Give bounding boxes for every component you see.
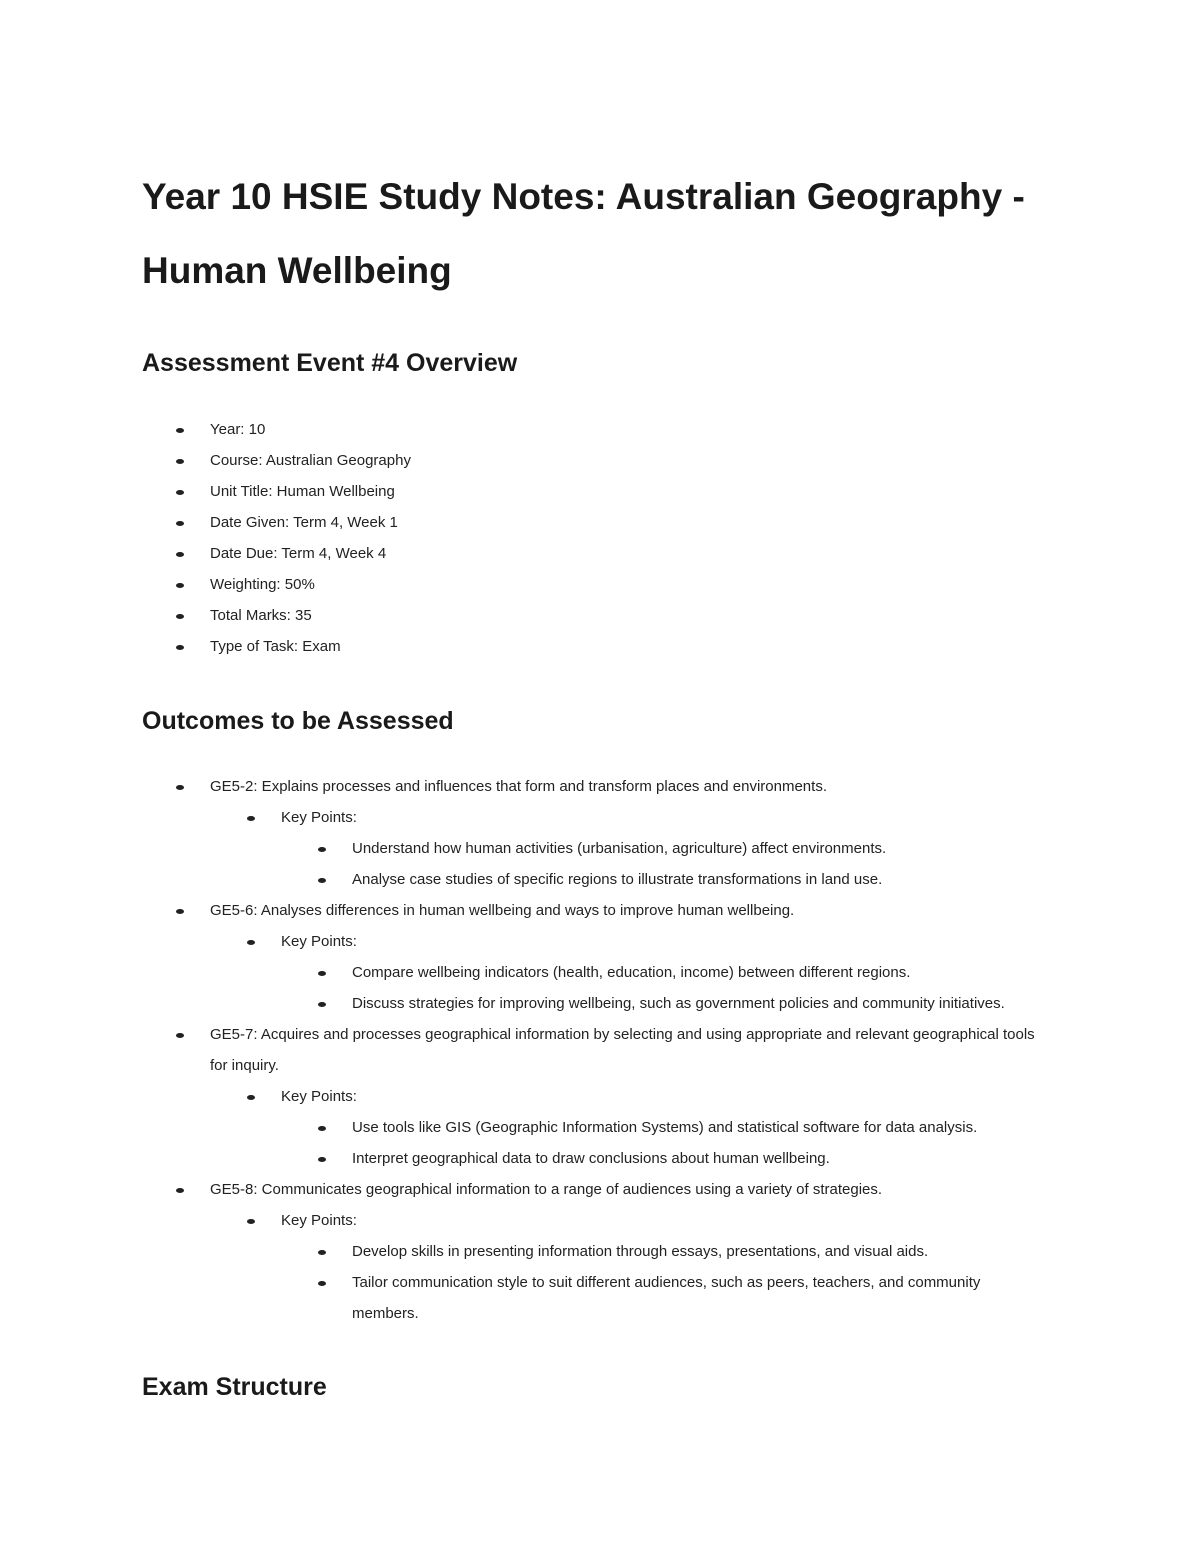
overview-item: Unit Title: Human Wellbeing: [0, 476, 1040, 507]
bullet-icon: [176, 521, 184, 526]
bullet-icon: [176, 428, 184, 433]
key-point-item: Compare wellbeing indicators (health, education, income) between different regions.: [0, 957, 1017, 988]
bullet-icon: [176, 909, 184, 914]
outcomes-heading: Outcomes to be Assessed: [142, 707, 454, 735]
key-point-item: Use tools like GIS (Geographic Information Systems) and statistical software for data analysis.: [0, 1112, 1017, 1143]
key-point-item: Interpret geographical data to draw conclusions about human wellbeing.: [0, 1143, 1017, 1174]
bullet-icon: [318, 1157, 326, 1162]
key-points-label: Key Points:: [0, 926, 1041, 957]
overview-item: Date Given: Term 4, Week 1: [0, 507, 1040, 538]
bullet-icon: [176, 614, 184, 619]
key-points-label: Key Points:: [0, 1081, 1041, 1112]
document-title: Year 10 HSIE Study Notes: Australian Geography - Human Wellbeing: [142, 176, 1025, 291]
bullet-icon: [176, 1188, 184, 1193]
key-points-label: Key Points:: [0, 802, 1041, 833]
outcome-item: GE5-7: Acquires and processes geographical information by selecting and using appropriate and relevant geographical tools for inquiry.: [0, 1019, 1040, 1081]
overview-item: Year: 10: [0, 414, 1040, 445]
bullet-icon: [247, 816, 255, 821]
bullet-icon: [176, 785, 184, 790]
overview-item: Date Due: Term 4, Week 4: [0, 538, 1040, 569]
bullet-icon: [176, 1033, 184, 1038]
outcome-item: GE5-6: Analyses differences in human wellbeing and ways to improve human wellbeing.: [0, 895, 1040, 926]
bullet-icon: [176, 490, 184, 495]
overview-heading: Assessment Event #4 Overview: [142, 349, 518, 377]
bullet-icon: [318, 1126, 326, 1131]
key-points-label: Key Points:: [0, 1205, 1041, 1236]
bullet-icon: [318, 847, 326, 852]
outcome-item: GE5-8: Communicates geographical information to a range of audiences using a variety of strategies.: [0, 1174, 1040, 1205]
bullet-icon: [176, 583, 184, 588]
overview-item: Type of Task: Exam: [0, 631, 1040, 662]
key-point-item: Tailor communication style to suit different audiences, such as peers, teachers, and community members.: [0, 1267, 1017, 1329]
overview-list: [0, 414, 1040, 662]
bullet-icon: [176, 459, 184, 464]
bullet-icon: [318, 878, 326, 883]
outcome-item: GE5-2: Explains processes and influences that form and transform places and environments.: [0, 771, 1040, 802]
exam-structure-heading: Exam Structure: [142, 1373, 327, 1401]
bullet-icon: [247, 1219, 255, 1224]
outcomes-list: [0, 771, 1041, 1329]
key-point-item: Understand how human activities (urbanisation, agriculture) affect environments.: [0, 833, 1017, 864]
key-point-item: Develop skills in presenting information through essays, presentations, and visual aids.: [0, 1236, 1017, 1267]
overview-item: Total Marks: 35: [0, 600, 1040, 631]
bullet-icon: [318, 1002, 326, 1007]
bullet-icon: [318, 1281, 326, 1286]
overview-item: Weighting: 50%: [0, 569, 1040, 600]
bullet-icon: [176, 645, 184, 650]
bullet-icon: [318, 971, 326, 976]
bullet-icon: [318, 1250, 326, 1255]
key-point-item: Analyse case studies of specific regions to illustrate transformations in land use.: [0, 864, 1017, 895]
bullet-icon: [176, 552, 184, 557]
bullet-icon: [247, 940, 255, 945]
overview-item: Course: Australian Geography: [0, 445, 1040, 476]
bullet-icon: [247, 1095, 255, 1100]
key-point-item: Discuss strategies for improving wellbeing, such as government policies and community initiatives.: [0, 988, 1017, 1019]
